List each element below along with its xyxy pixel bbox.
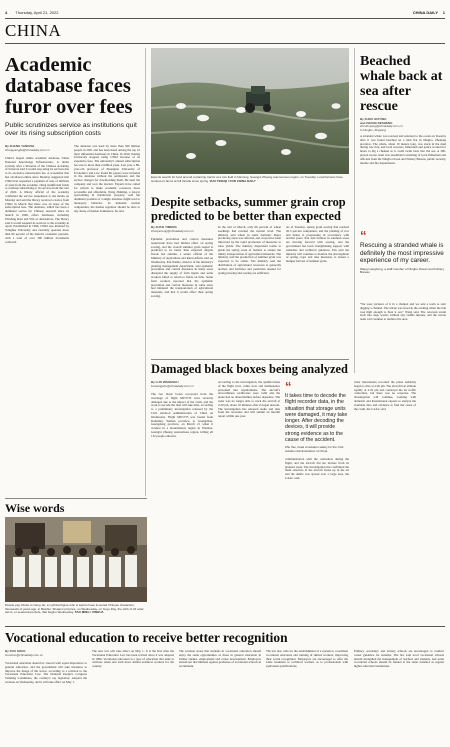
whale-email: zhouhuiying@chinadaily.com.cn bbox=[360, 124, 403, 129]
main-email: zhangyangfei@chinadaily.com.cn bbox=[5, 147, 50, 152]
grain-byline: By ZHAO YIMENG bbox=[151, 225, 177, 229]
column-divider bbox=[145, 48, 146, 496]
boxes-quote-text: It takes time to decode the flight recorder data, in the situation that storage units were damaged, it may take longer. After decoding the devices, it will provide strong evidence as to the cause of the accident. bbox=[285, 393, 348, 444]
section-rule bbox=[5, 43, 445, 44]
boxes-col-4: radar information recorded the plane suddenly began to dive at 2:20 pm. The aircraft lost altitude rapidly at 2:22 pm and contacted the air traffic controllers, but there was no response. The investigation will continue, working with domestic and international experts to analyze the available data and evidence to find the cause of the crash, the CAAC said. bbox=[354, 381, 416, 411]
whale-quote-text: Rescuing a stranded whale is definitely the most impressive experience of my career. bbox=[360, 242, 444, 265]
main-byline-block bbox=[5, 145, 69, 152]
whale-text-2: "We were pictures of it in a channel and we sent a team to start digging a channel. The whale was freed in the evening when the tide rose high enough to float it out," Wang said. The cetacean swam back into deep waters without any visible injuries, and the rescue team will continue to monitor the area. bbox=[360, 303, 446, 322]
boxes-headline: Damaged black boxes being analyzed bbox=[151, 362, 348, 376]
boxes-byline-block bbox=[151, 381, 213, 388]
whale-text: A stranded whale was rescued and returned to the ocean on Tuesday after it was found beached on a tidal flat in Ningbo, Zhejiang province. The whale, about 10 meters long, was stuck in the mud during low tide, and local rescuers, fishermen and police worked for hours to dig a channel so it could swim back into the sea. A 300-person rescue team was assembled consisting of local fishermen and officials from the Ningbo Ocean and Fishery Bureau, public security, marine and fire departments. bbox=[360, 135, 446, 165]
grain-rule bbox=[151, 359, 349, 360]
vocational-headline: Vocational education to receive better recognition bbox=[5, 630, 288, 645]
boxes-col-1: The two black boxes recovered from the wreckage of flight MU5735 were severely damaged due to the impact of the crash, and the work to decode the data will take time, according to a preliminary investigation released by the Civil Aviation Administration of China on Wednesday. Flight MU5735 was bound from Kunming, Yunnan province, to Guangzhou, Guangdong province, on March 21 when it crashed in a mountainous region in Wuzhou, Guangxi Zhuang autonomous region, killing all 132 people onboard. bbox=[151, 393, 213, 438]
wise-words-caption: People pay tribute to Cang Jie, a mythical figure who is said to have invented Chinese characters thousands of years ago, in Baishui, Shaanxi province, on Wednesday, on Guyu Day, the sixth of 24 solar terms, or seasonal periods, that begins Wednesday. bbox=[5, 603, 144, 615]
boxes-col-2: According to the investigation, the qualifications of the flight crew, cabin crew and maintenance personnel met requirements. The aircraft's airworthiness certificates were valid and the plane had no abnormalities before departure. The radar was no longer able to track the aircraft at 2:20 pm, about 10 minutes after it began descent. The investigation has released audio and data from the recorders and will submit an interim report within one year. bbox=[218, 381, 280, 419]
right-column-divider bbox=[354, 48, 355, 373]
quote-mark-icon: “ bbox=[285, 379, 292, 394]
page-number-right: 1 bbox=[442, 10, 445, 15]
wise-words-credit: TAO MING / XINHUA bbox=[74, 610, 104, 615]
bottom-rule bbox=[5, 626, 445, 627]
main-headline: Academic database faces furor over fees bbox=[5, 54, 133, 118]
main-col-1: China's largest online academic database, China National Knowledge Infrastructure, is under scrutiny after a librarian of the Chinese Academy of Sciences said it would stop using its services due to its excessive subscription fee. A screenshot that has circulated online since Monday suggested that CNKI had requested a payment of tens of millions of yuan from the academy, citing insufficient funds to continue subscribing to its services from the start of 2022. A library official of the academy confirmed the service suspension to the media on Monday and said the library received a notice from CNKI in March that there was an issue of the subscription fees. The database, which has been a dominant source for Chinese research since its launch in 1999, offers databases, including Wanfang Data and VIP, as alternatives. The library said it would suspend its services to the academy in April. Established in 1996, CNKI was initiated by Tsinghua University and currently operates more than 90 percent of the nation's academic journals, with a total of over 300 million documents collected. bbox=[5, 157, 69, 244]
grain-col-2: In the end of March, only 66 percent of wheat seedlings had reached the normal level. The ministry said wheat in some domestic major producing areas was affected, and crops have been improved by the rapid promotion of measures to raise yields. The ministry dispatched teams to guide the spring work of farmers to ensure the timely transportation of agricultural materials. The ministry said the production of summer grain was expected to be stable. The ministry said the distribution of agricultural resources is generally normal, and fertilizer and pesticides needed for spring plowing and sowing are sufficient. bbox=[218, 226, 281, 275]
boxes-email: luowangshu@chinadaily.com.cn bbox=[151, 383, 194, 388]
grain-col-1: Epidemic prevention and control measures nationwide have had limited effect on spring sowing, and the overall summer grain output is predicted to be better than expected despite floods last autumn, a senior official of the Ministry of Agriculture and Rural Affairs said on Wednesday. Pan Wenbo, director of the ministry's planting management department, said epidemic prevention and control measures in many areas disrupted the supply of farm inputs and some workers failed to return to fields on time. Some farm workers reported that the epidemic prevention and control measures in some areas had hindered the transportation of agricultural materials, and that it would affect their spring sowing. bbox=[151, 238, 213, 298]
vocational-col-1: Vocational education should be viewed with equal importance to general education, and the government will take measures to improve the image of the sector, according to a revision to the Vocational Education Law. The National People's Congress Standing Committee, the country's top legislator, adopted the revision on Wednesday, and it will take effect on May 1. bbox=[5, 662, 87, 684]
vocational-byline-block bbox=[5, 650, 87, 657]
wise-words-photo bbox=[5, 517, 147, 602]
masthead-bar bbox=[5, 9, 445, 17]
boxes-byline: By LUO WANGSHU bbox=[151, 380, 179, 384]
grain-headline: Despite setbacks, summer grain crop predicted to be better than expected bbox=[151, 195, 346, 223]
vocational-col-3: The revision states that students in vocational education should enjoy the same opportunities as those in general education in further studies, employment and career development. Employers should not discriminate against graduates of vocational schools in recruitment. bbox=[179, 650, 261, 669]
vocational-col-4: The law also calls for the establishment of a system to coordinate vocational education and training of skilled workers, improving their social recognition. Employers are encouraged to offer the same treatment to technical workers as to professionals with equivalent qualifications. bbox=[266, 650, 348, 669]
vocational-byline: By ZOU SHUO bbox=[5, 649, 26, 653]
whale-dateline: In Ningbo, Zhejiang bbox=[360, 127, 387, 132]
whale-byline: By ZHOU HUIYING bbox=[360, 117, 387, 121]
grain-byline-block bbox=[151, 226, 213, 233]
grain-email: zhaoyimeng@chinadaily.com.cn bbox=[151, 228, 194, 233]
whale-byline-2: and ZHANG DESHENG bbox=[360, 120, 393, 125]
issue-date: Thursday, April 21, 2022 bbox=[15, 10, 59, 15]
main-subhead: Public scrutinizes service as institutions quit over its rising subscription costs bbox=[5, 122, 137, 137]
section-title: CHINA bbox=[5, 21, 62, 40]
whale-headline: Beached whale back at sea after rescue bbox=[360, 54, 443, 114]
wise-words-title: Wise words bbox=[5, 501, 65, 515]
whale-byline-block bbox=[360, 118, 446, 132]
top-photo-caption: Experts search for food around a planting tractor at a rice field in Nanning, Guangxi Zhuang autonomous region, on Tuesday. Local farmers have worked on farms at full throttle since spring. bbox=[151, 175, 343, 183]
wise-caption-block bbox=[5, 604, 147, 615]
top-photo-credit: ZHU YINGQI / FOR CHINA DAILY bbox=[209, 178, 256, 183]
top-photo-caption-block bbox=[151, 176, 349, 183]
page-number: 4 bbox=[5, 10, 8, 15]
grain-col-3: As of Tuesday, spring grain sowing had reached 26.5 percent completion, and the planting of rice and maize is progressing in accordance with normal years. Pan said farmers in southern areas are moving forward with sowing, and the government has been strengthening support with subsidies and technical guidance. Pan said the ministry will continue to monitor the development of spring crops and take measures to ensure a bumper harvest of summer grain. bbox=[286, 226, 349, 264]
boxes-quote-attribution: Zhu Tao, head of aviation safety for the Civil Aviation Administration of China bbox=[285, 445, 344, 453]
brand-name: CHINA DAILY bbox=[412, 10, 438, 15]
boxes-col-3: communication with the controllers during the flight, and the aircraft did not deviate from its planned route. The investigation has confirmed the main structure of the aircraft broke up in the air and the debris was spread over a large area, the CAAC said. bbox=[285, 458, 349, 480]
whale-pull-quote bbox=[360, 230, 446, 275]
whale-quote-mark-icon: “ bbox=[360, 228, 367, 243]
vocational-email: zoushuo@chinadaily.com.cn bbox=[5, 652, 44, 657]
wise-rule bbox=[5, 498, 147, 499]
whale-quote-attribution: Wang Lianghong, a staff member of Ningbo Ocean and Fishery Bureau bbox=[360, 266, 445, 275]
main-byline: By ZHANG YANGFEI bbox=[5, 144, 35, 148]
vocational-col-5: Primary, secondary and tertiary schools are encouraged to conduct career guidance for students. The law said local vocational schools should strengthen the management of teachers and students, and some vocational schools should be funded at the same standard as regular higher education institutions. bbox=[354, 650, 444, 669]
vocational-col-2: The new law will take effect on May 1. It is the first time the Vocational Education Law has been revised since it was adopted in 1996. Vocational education is a type of education that aims to cultivate talent and train more skilled technical workers for the country. bbox=[92, 650, 174, 669]
masthead-rule bbox=[5, 18, 445, 19]
rice-field-photo bbox=[151, 48, 349, 174]
main-col-2: The database was used by more than 500 million people in 2021 and has been listed among the top 10 most influential databases in China. In 2016, Peking University stopped using CNKI because of its expensive fees. The university's annual subscription fee rose to more than 2 million yuan. Last year, a 89-year-old professor of Zhongnan University of Economics and Law found his papers were included in the database without his permission and the service charged for downloading them. He sued the company and won the lawsuit. Experts have called for reform to make academic resources more accessible and affordable. Wang Zhiming, a lawyer specializing in intellectual property, said the dominant position of a single database might lead to monopoly behavior. To maintain normal competition, the market regulator should be alert to any abuse of market dominance, he said. bbox=[74, 145, 140, 213]
